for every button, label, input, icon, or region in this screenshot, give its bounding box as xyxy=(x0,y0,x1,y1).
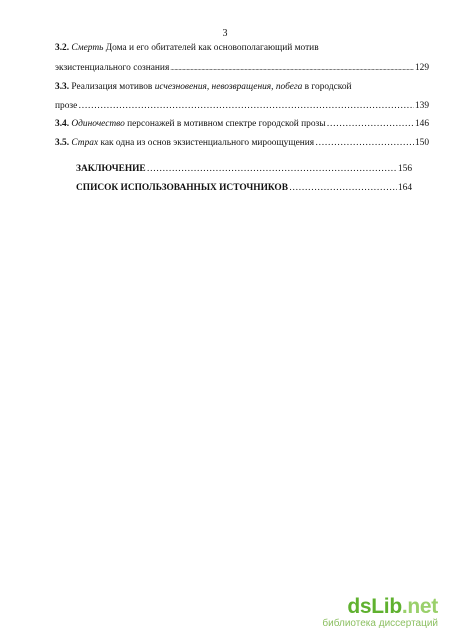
toc-page-number: 129 xyxy=(414,63,429,73)
toc-entry-3-3[interactable] xyxy=(55,81,429,113)
toc-page-number: 156 xyxy=(397,164,412,174)
toc-entry-italic: Смерть xyxy=(71,43,104,53)
toc-leader-dots xyxy=(315,137,414,150)
toc-entry-number: 3.3. xyxy=(55,82,70,92)
watermark-subtitle: библиотека диссертаций xyxy=(322,618,438,629)
watermark-logo xyxy=(278,595,438,631)
toc-leader-dots xyxy=(78,100,414,113)
toc-entry-3-5[interactable] xyxy=(55,137,429,150)
toc-entry-text-line2: экзистенциального сознания xyxy=(55,63,170,73)
toc-entry-heading: ЗАКЛЮЧЕНИЕ xyxy=(76,164,146,174)
toc-entry-number: 3.2. xyxy=(55,43,70,53)
toc-entry-italic: Одиночество xyxy=(71,119,125,129)
toc-entry-3-2[interactable] xyxy=(55,42,429,75)
toc-page-number: 164 xyxy=(397,183,412,193)
toc-leader-dots xyxy=(327,118,414,131)
toc-page-number: 139 xyxy=(414,101,429,111)
toc-leader-dots xyxy=(147,163,397,176)
toc-entry-italic: Страх xyxy=(71,138,99,148)
toc-entry-text-line2: прозе xyxy=(55,101,78,111)
toc-entry-sources[interactable] xyxy=(76,182,412,195)
toc-entry-italic: исчезновения, невозвращения, побега xyxy=(154,82,303,92)
toc-entry-text: персонажей в мотивном спектре городской прозы xyxy=(124,119,326,129)
toc-entry-3-4[interactable] xyxy=(55,118,429,131)
toc-entry-heading: СПИСОК ИСПОЛЬЗОВАННЫХ ИСТОЧНИКОВ xyxy=(76,183,288,193)
page-number: 3 xyxy=(222,28,228,39)
toc-page-number: 146 xyxy=(414,119,429,129)
toc-entry-text: Дома и его обитателей как основополагающий мотив xyxy=(103,43,319,53)
toc-entry-number: 3.5. xyxy=(55,138,70,148)
toc-entry-text: Реализация мотивов xyxy=(69,82,155,92)
toc-leader-dots xyxy=(170,62,414,75)
toc-page-number: 150 xyxy=(414,138,429,148)
toc-leader-dots xyxy=(289,182,397,195)
toc-entry-conclusion[interactable] xyxy=(76,163,412,176)
toc-entry-text: в городской xyxy=(302,82,352,92)
toc-entry-text: как одна из основ экзистенциального мироощущения xyxy=(98,138,315,148)
toc-entry-number: 3.4. xyxy=(55,119,70,129)
watermark-brand: dsLib.net xyxy=(347,595,438,618)
